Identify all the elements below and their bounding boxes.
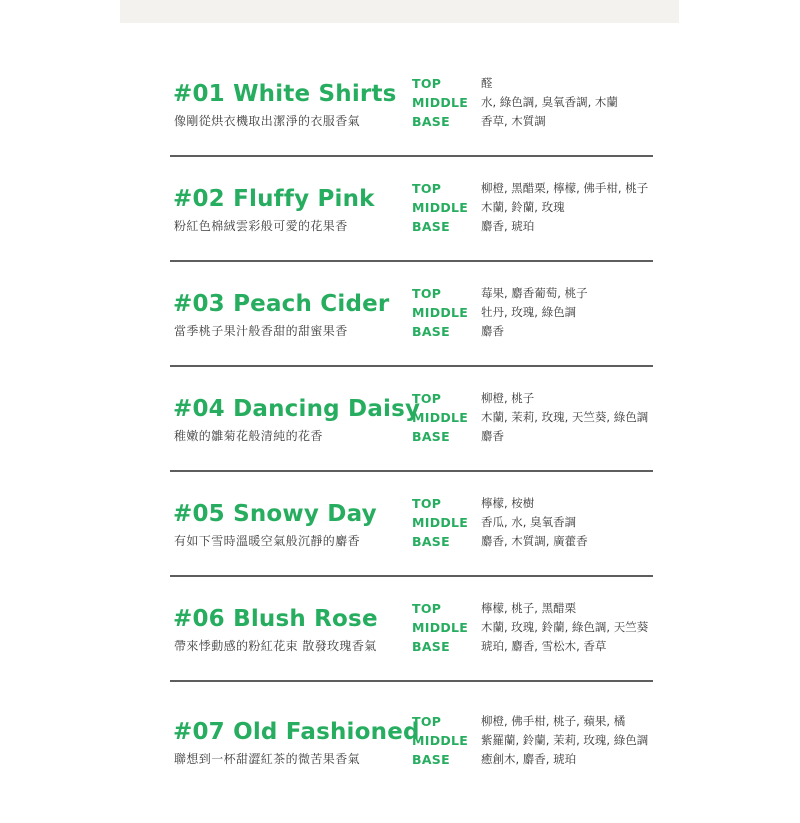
base-note-label: BASE [412, 429, 450, 444]
fragrance-entry [0, 286, 800, 395]
fragrance-title: #04 Dancing Daisy [173, 396, 421, 422]
middle-note-value: 木蘭, 玫瑰, 鈴蘭, 綠色調, 天竺葵 [481, 620, 649, 634]
middle-note-value: 香瓜, 水, 臭氧香調 [481, 515, 577, 529]
fragrance-title: #03 Peach Cider [173, 291, 390, 317]
middle-note-value: 木蘭, 茉莉, 玫瑰, 天竺葵, 綠色調 [481, 410, 649, 424]
top-note-value: 柳橙, 黑醋栗, 檸檬, 佛手柑, 桃子 [481, 181, 649, 195]
middle-note-label: MIDDLE [412, 305, 469, 320]
top-note-label: TOP [412, 391, 442, 406]
fragrance-description: 當季桃子果汁般香甜的甜蜜果香 [174, 324, 348, 338]
fragrance-description: 帶來悸動感的粉紅花束 散發玫瑰香氣 [174, 639, 377, 653]
top-note-value: 檸檬, 桃子, 黑醋栗 [481, 601, 577, 615]
base-note-value: 麝香, 琥珀 [481, 219, 535, 233]
divider [170, 260, 653, 262]
divider [170, 365, 653, 367]
base-note-value: 癒創木, 麝香, 琥珀 [481, 752, 577, 766]
base-note-label: BASE [412, 114, 450, 129]
fragrance-description: 像剛從烘衣機取出潔淨的衣服香氣 [174, 114, 361, 128]
fragrance-title: #06 Blush Rose [173, 606, 378, 632]
top-note-label: TOP [412, 714, 442, 729]
middle-note-value: 牡丹, 玫瑰, 綠色調 [481, 305, 577, 319]
middle-note-label: MIDDLE [412, 410, 469, 425]
top-note-value: 莓果, 麝香葡萄, 桃子 [481, 286, 588, 300]
middle-note-label: MIDDLE [412, 200, 469, 215]
base-note-label: BASE [412, 639, 450, 654]
middle-note-label: MIDDLE [412, 620, 469, 635]
fragrance-entry [0, 496, 800, 605]
base-note-value: 琥珀, 麝香, 雪松木, 香草 [481, 639, 607, 653]
fragrance-title: #07 Old Fashioned [173, 719, 420, 745]
base-note-value: 麝香, 木質調, 廣藿香 [481, 534, 588, 548]
fragrance-entry [0, 391, 800, 500]
top-band [120, 0, 679, 23]
divider [170, 470, 653, 472]
top-note-label: TOP [412, 76, 442, 91]
base-note-label: BASE [412, 752, 450, 767]
top-note-value: 柳橙, 佛手柑, 桃子, 蘋果, 橘 [481, 714, 626, 728]
fragrance-title: #01 White Shirts [173, 81, 397, 107]
divider [170, 155, 653, 157]
divider [170, 680, 653, 682]
base-note-value: 麝香 [481, 324, 504, 338]
top-note-label: TOP [412, 601, 442, 616]
base-note-value: 麝香 [481, 429, 504, 443]
top-note-label: TOP [412, 181, 442, 196]
fragrance-entry [0, 76, 800, 185]
middle-note-value: 紫羅蘭, 鈴蘭, 茉莉, 玫瑰, 綠色調 [481, 733, 649, 747]
base-note-value: 香草, 木質調 [481, 114, 546, 128]
top-note-label: TOP [412, 496, 442, 511]
fragrance-description: 有如下雪時溫暖空氣般沉靜的麝香 [174, 534, 361, 548]
middle-note-label: MIDDLE [412, 515, 469, 530]
middle-note-label: MIDDLE [412, 733, 469, 748]
fragrance-title: #05 Snowy Day [173, 501, 377, 527]
top-note-value: 柳橙, 桃子 [481, 391, 535, 405]
base-note-label: BASE [412, 534, 450, 549]
middle-note-label: MIDDLE [412, 95, 469, 110]
divider [170, 575, 653, 577]
fragrance-description: 稚嫩的雛菊花般清純的花香 [174, 429, 323, 443]
fragrance-description: 粉紅色棉絨雲彩般可愛的花果香 [174, 219, 348, 233]
fragrance-description: 聯想到一杯甜澀紅茶的微苦果香氣 [174, 752, 361, 766]
fragrance-entry [0, 601, 800, 710]
base-note-label: BASE [412, 219, 450, 234]
base-note-label: BASE [412, 324, 450, 339]
top-note-label: TOP [412, 286, 442, 301]
middle-note-value: 水, 綠色調, 臭氧香調, 木蘭 [481, 95, 618, 109]
fragrance-entry [0, 181, 800, 290]
fragrance-entry [0, 714, 800, 823]
middle-note-value: 木蘭, 鈴蘭, 玫瑰 [481, 200, 565, 214]
fragrance-title: #02 Fluffy Pink [173, 186, 375, 212]
top-note-value: 醛 [481, 76, 493, 90]
top-note-value: 檸檬, 桉樹 [481, 496, 535, 510]
